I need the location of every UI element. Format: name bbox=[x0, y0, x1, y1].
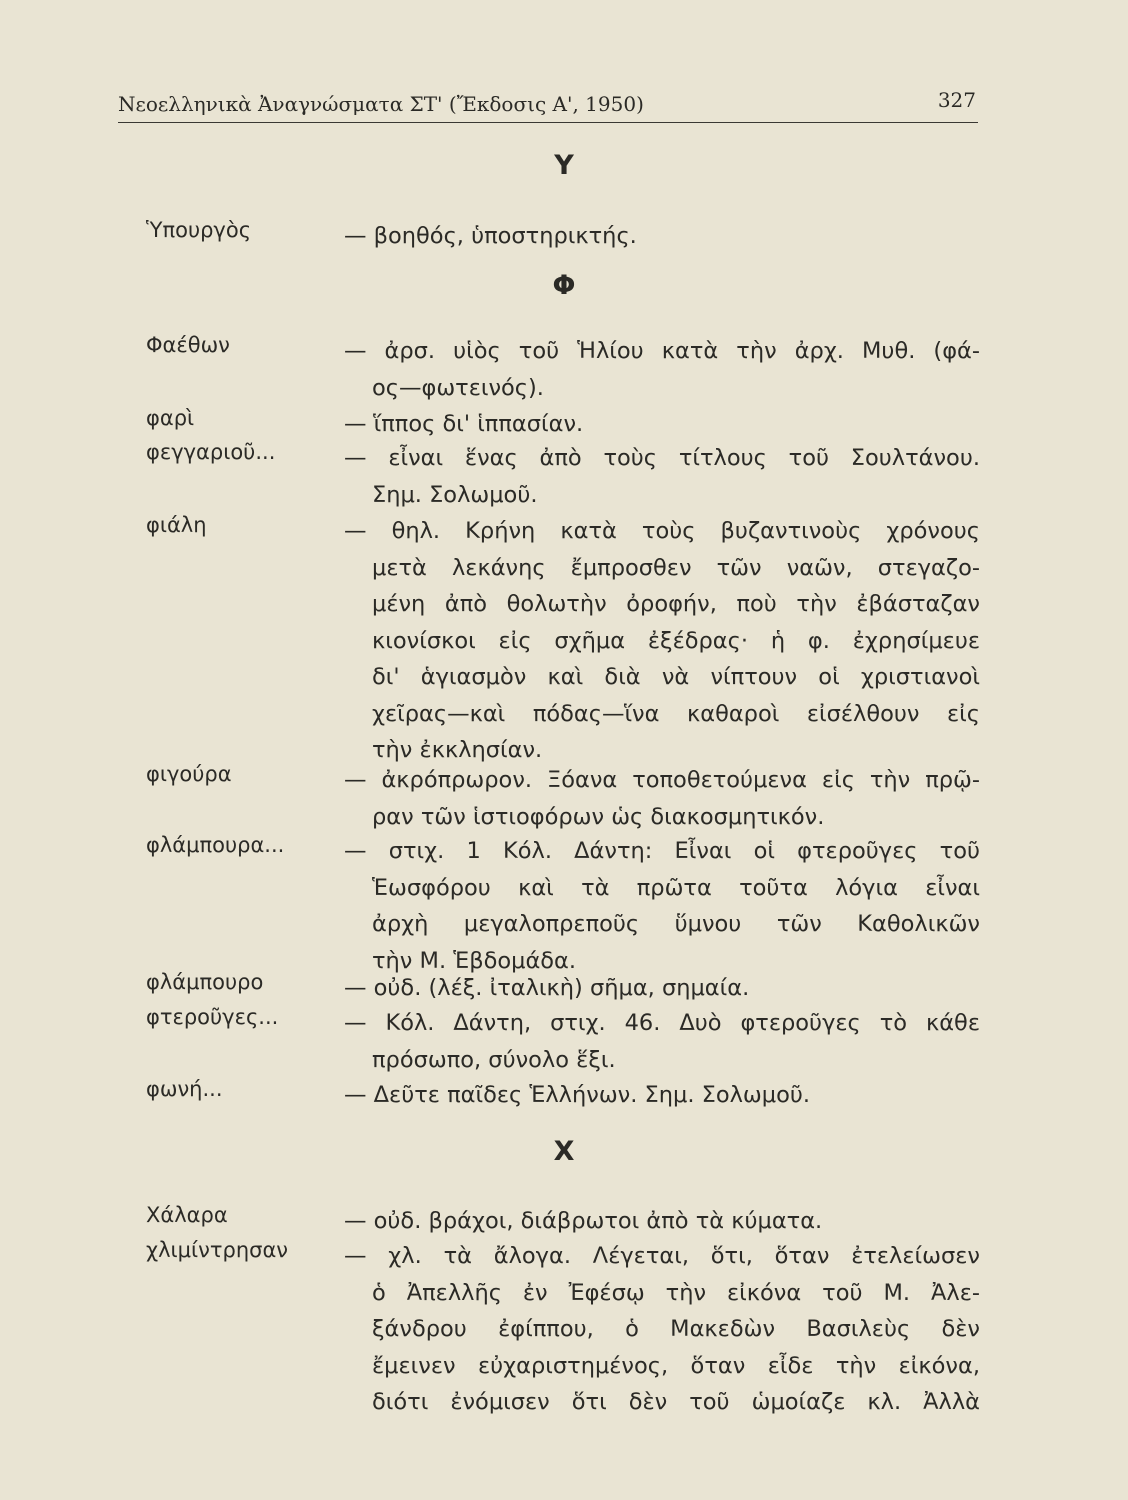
definition-line: — θηλ. Κρήνη κατὰ τοὺς βυζαντινοὺς χρόνους bbox=[344, 518, 980, 544]
definition bbox=[344, 333, 980, 406]
definition bbox=[344, 1238, 980, 1421]
definition-line: πρόσωπο, σύνολο ἕξι. bbox=[372, 1046, 616, 1073]
definition-line: — ἵππος δι' ἱππασίαν. bbox=[344, 411, 584, 437]
headword: φωνή... bbox=[146, 1077, 223, 1101]
definition-line: — Δεῦτε παῖδες Ἑλλήνων. Σημ. Σολωμοῦ. bbox=[344, 1082, 811, 1108]
definition bbox=[344, 513, 980, 769]
definition-line: ξάνδρου ἐφίππου, ὁ Μακεδὼν Βασιλεὺς δὲν bbox=[372, 1316, 980, 1342]
definition-line: χεῖρας—καὶ πόδας—ἵνα καθαροὶ εἰσέλθουν εἰς bbox=[372, 700, 980, 727]
definition bbox=[344, 1077, 980, 1114]
headword: φλάμπουρο bbox=[146, 970, 264, 994]
definition-line: μετὰ λεκάνης ἔμπροσθεν τῶν ναῶν, στεγαζο- bbox=[372, 554, 980, 581]
header-title: Νεοελληνικὰ Ἀναγνώσματα ΣΤ' (Ἔκδοσις Α', 1950) bbox=[118, 92, 644, 116]
running-header bbox=[118, 88, 978, 123]
definition-line: τὴν Μ. Ἑβδομάδα. bbox=[372, 947, 577, 974]
headword: φλάμπουρα... bbox=[146, 833, 285, 857]
headword: φιάλη bbox=[146, 513, 207, 537]
definition bbox=[344, 1203, 980, 1240]
definition-line: δι' ἁγιασμὸν καὶ διὰ νὰ νίπτουν οἱ χριστιανοὶ bbox=[372, 664, 980, 690]
definition-line: — στιχ. 1 Κόλ. Δάντη: Εἶναι οἱ φτεροῦγες τοῦ bbox=[344, 838, 980, 864]
definition-line: ἔμεινεν εὐχαριστημένος, ὅταν εἶδε τὴν εἰκόνα, bbox=[372, 1352, 980, 1379]
definition-line: κιονίσκοι εἰς σχῆμα ἐξέδρας· ἡ φ. ἐχρησίμευε bbox=[372, 627, 980, 654]
headword: Ὑπουργὸς bbox=[146, 218, 252, 242]
definition-line: διότι ἐνόμισεν ὅτι δὲν τοῦ ὡμοίαζε κλ. Ἀλλὰ bbox=[372, 1389, 980, 1415]
definition-line: ος—φωτεινός). bbox=[372, 374, 544, 401]
section-letter-chi: Χ bbox=[553, 1136, 575, 1167]
definition-line: — Κόλ. Δάντη, στιχ. 46. Δυὸ φτεροῦγες τὸ κάθε bbox=[344, 1010, 980, 1036]
definition-line: ὁ Ἀπελλῆς ἐν Ἐφέσῳ τὴν εἰκόνα τοῦ Μ. Ἀλε- bbox=[372, 1279, 980, 1306]
definition bbox=[344, 1005, 980, 1078]
definition-line: — βοηθός, ὑποστηρικτής. bbox=[344, 223, 637, 249]
definition bbox=[344, 218, 980, 255]
definition-line: — οὐδ. (λέξ. ἰταλικὴ) σῆμα, σημαία. bbox=[344, 975, 750, 1001]
definition bbox=[344, 762, 980, 835]
definition-line: — χλ. τὰ ἄλογα. Λέγεται, ὅτι, ὅταν ἐτελείωσεν bbox=[344, 1243, 980, 1269]
page-number: 327 bbox=[937, 88, 976, 112]
headword: Φαέθων bbox=[146, 333, 230, 357]
definition-line: τὴν ἐκκλησίαν. bbox=[372, 737, 543, 763]
definition-line: — οὐδ. βράχοι, διάβρωτοι ἀπὸ τὰ κύματα. bbox=[344, 1208, 823, 1234]
definition bbox=[344, 833, 980, 979]
definition bbox=[344, 440, 980, 513]
headword: Χάλαρα bbox=[146, 1203, 228, 1227]
definition-line: ἀρχὴ μεγαλοπρεποῦς ὕμνου τῶν Καθολικῶν bbox=[372, 911, 980, 937]
definition-line: μένη ἀπὸ θολωτὴν ὀροφήν, ποὺ τὴν ἐβάσταζαν bbox=[372, 591, 980, 617]
definition bbox=[344, 406, 980, 443]
headword: φαρὶ bbox=[146, 406, 195, 430]
headword: φεγγαριοῦ... bbox=[146, 440, 276, 464]
definition-line: Ἑωσφόρου καὶ τὰ πρῶτα τοῦτα λόγια εἶναι bbox=[372, 874, 980, 901]
definition-line: ραν τῶν ἱστιοφόρων ὡς διακοσμητικόν. bbox=[372, 803, 825, 830]
section-letter-phi: Φ bbox=[552, 270, 576, 301]
definition-line: Σημ. Σολωμοῦ. bbox=[372, 481, 538, 508]
headword: χλιμίντρησαν bbox=[146, 1238, 289, 1262]
definition-line: — εἶναι ἕνας ἀπὸ τοὺς τίτλους τοῦ Σουλτάνου. bbox=[344, 445, 980, 471]
definition-line: — ἀκρόπρωρον. Ξόανα τοποθετούμενα εἰς τὴν πρῷ- bbox=[344, 767, 980, 793]
definition-line: — ἀρσ. υἱὸς τοῦ Ἡλίου κατὰ τὴν ἀρχ. Μυθ. (φά- bbox=[344, 338, 980, 364]
headword: φτεροῦγες... bbox=[146, 1005, 279, 1029]
headword: φιγούρα bbox=[146, 762, 232, 786]
section-letter-upsilon: Υ bbox=[554, 150, 574, 181]
definition bbox=[344, 970, 980, 1007]
